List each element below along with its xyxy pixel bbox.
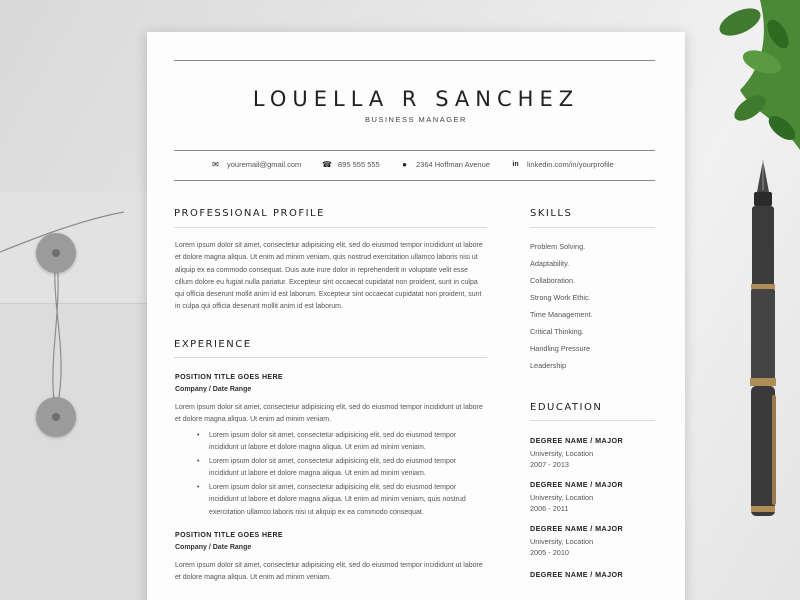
resume-job-title: BUSINESS MANAGER xyxy=(365,115,467,124)
resume-paper xyxy=(147,32,685,600)
linkedin-text: linkedin.com/in/yourprofile xyxy=(527,160,614,169)
job-2-company: Company / Date Range xyxy=(175,544,252,551)
experience-heading-rule xyxy=(174,357,487,358)
skill-item: Time Management. xyxy=(530,310,593,319)
degree-name: DEGREE NAME / MAJOR xyxy=(530,480,624,489)
plant-leaves xyxy=(710,0,800,150)
degree-name: DEGREE NAME / MAJOR xyxy=(530,436,624,445)
job-1-company: Company / Date Range xyxy=(175,386,252,393)
contact-address xyxy=(400,160,490,169)
education-entry xyxy=(530,524,623,560)
job-2-summary: Lorem ipsum dolor sit amet, consectetur adipisicing elit, sed do eiusmod tempor incididunt ut labore et dolore magna aliqua. Ut enim ad minim veniam. xyxy=(175,562,483,582)
contact-linkedin xyxy=(511,160,614,169)
job-1-bullet: • Lorem ipsum dolor sit amet, consectetur adipisicing elit, sed do eiusmod tempor incididunt ut labore et dolore magna aliqua. Ut enim ad minim veniam. xyxy=(197,456,487,481)
school-location: University, Location xyxy=(530,536,594,546)
education-heading: EDUCATION xyxy=(530,402,603,413)
skill-item: Critical Thinking. xyxy=(530,327,584,336)
education-heading-rule xyxy=(530,420,655,421)
profile-text: Lorem ipsum dolor sit amet, consectetur adipisicing elit, sed do eiusmod tempor incididunt ut labore et dolore magna aliqua. Ut enim ad minim veniam, quis nostrud exercitation ullamco laboris nisi ut aliquip ex ea commodo consequat. Duis aute irure dolor in reprehenderit in voluptate velit esse cillum dolore eu fugiat nulla pariatur. Excepteur sint occaecat cupidatat non proident, sunt in culpa qui officia deserunt mollit anim id est laborum. Excepteur sint occaecat cupidatat non proident, sunt in culpa qui officia deserunt mollit anim id est laborum. xyxy=(175,242,483,311)
school-location: University, Location xyxy=(530,492,594,502)
skills-heading-rule xyxy=(530,227,655,228)
skill-item: Leadership xyxy=(530,361,567,370)
education-entry xyxy=(530,480,623,516)
envelope-button-top xyxy=(36,233,76,273)
phone-text: 895 555 555 xyxy=(338,160,380,169)
fountain-pen xyxy=(746,150,780,530)
profile-heading-rule xyxy=(174,227,487,228)
school-location: University, Location xyxy=(530,448,594,458)
education-entry xyxy=(530,436,623,472)
skill-item: Collaboration. xyxy=(530,276,576,285)
contact-top-rule xyxy=(174,150,655,151)
profile-heading: PROFESSIONAL PROFILE xyxy=(174,208,325,219)
job-1-bullets xyxy=(197,430,487,520)
linkedin-icon: in xyxy=(512,161,519,168)
skill-item: Problem Solving. xyxy=(530,242,586,251)
address-text: 2364 Hoffman Avenue xyxy=(416,160,490,169)
degree-name: DEGREE NAME / MAJOR xyxy=(530,524,624,533)
education-entry xyxy=(530,570,623,583)
job-1-bullet: • Lorem ipsum dolor sit amet, consectetur adipisicing elit, sed do eiusmod tempor incididunt ut labore et dolore magna aliqua. Ut enim ad minim veniam, quis nostrud exercitation ullamco laboris nisi ut aliquip ex ea commodo consequat. xyxy=(197,482,487,519)
top-rule xyxy=(174,60,655,61)
skill-item: Strong Work Ethic. xyxy=(530,293,591,302)
resume-name: LOUELLA R SANCHEZ xyxy=(252,87,580,111)
job-1-title: POSITION TITLE GOES HERE xyxy=(175,374,283,381)
job-1-summary: Lorem ipsum dolor sit amet, consectetur adipisicing elit, sed do eiusmod tempor incididunt ut labore et dolore magna aliqua. Ut enim ad minim veniam. xyxy=(175,404,483,424)
job-2-title: POSITION TITLE GOES HERE xyxy=(175,532,283,539)
degree-name: DEGREE NAME / MAJOR xyxy=(530,570,624,579)
skills-heading: SKILLS xyxy=(530,208,573,219)
skills-list xyxy=(530,242,593,378)
school-years: 2005 - 2010 xyxy=(530,548,569,557)
contact-email xyxy=(211,160,301,169)
contact-bottom-rule xyxy=(174,180,655,181)
envelope-button-bottom xyxy=(36,397,76,437)
contact-bar xyxy=(147,156,685,176)
email-icon: ✉ xyxy=(212,160,219,169)
skill-item: Adaptability. xyxy=(530,259,570,268)
skill-item: Handling Pressure xyxy=(530,344,591,353)
job-1-bullet: • Lorem ipsum dolor sit amet, consectetur adipisicing elit, sed do eiusmod tempor incididunt ut labore et dolore magna aliqua. Ut enim ad minim veniam. xyxy=(197,430,487,455)
experience-heading: EXPERIENCE xyxy=(174,339,252,350)
phone-icon: ☎ xyxy=(322,160,332,169)
contact-phone xyxy=(322,160,380,169)
school-years: 2006 - 2011 xyxy=(530,504,569,513)
school-years: 2007 - 2013 xyxy=(530,460,569,469)
location-pin-icon: ● xyxy=(402,160,407,169)
email-text: youremail@gmail.com xyxy=(227,160,302,169)
